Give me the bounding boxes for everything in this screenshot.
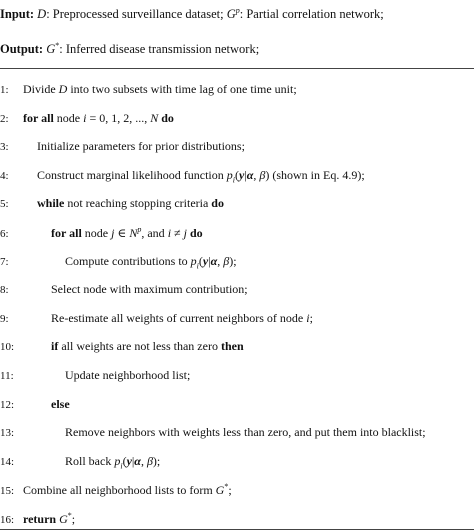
line-text: while not reaching stopping criteria do xyxy=(37,196,224,211)
line-text: else xyxy=(51,396,70,411)
algorithm-line xyxy=(0,282,470,297)
line-text: for all node j ∈ $N^p$, and i ≠ j do xyxy=(51,225,203,240)
algorithm-line xyxy=(0,397,470,412)
algorithm-line xyxy=(0,454,470,470)
line-text: Roll back $p_i(y|\alpha$, β); xyxy=(65,453,161,471)
line-text: Compute contributions to $p_i(y|\alpha$, β); xyxy=(65,253,237,270)
line-text: for all node i = 0, 1, 2, ..., N do xyxy=(23,110,174,125)
line-text: Remove neighbors with weights less than zero, and put them into blacklist; xyxy=(65,425,426,440)
output-text: G*: Inferred disease transmission network; xyxy=(46,41,260,57)
algorithm-line xyxy=(0,511,470,527)
line-number: 7: xyxy=(0,255,9,268)
algorithm-line xyxy=(0,482,470,498)
line-number: 10: xyxy=(0,341,15,354)
line-text: Divide D into two subsets with time lag of one time unit; xyxy=(23,82,297,96)
line-text: Update neighborhood list; xyxy=(65,368,191,382)
line-number: 12: xyxy=(0,398,15,411)
input-label: Input: xyxy=(0,7,35,22)
algorithm-line xyxy=(0,111,470,126)
algorithm-line xyxy=(0,254,470,270)
line-text: Select node with maximum contribution; xyxy=(51,282,248,297)
line-number: 9: xyxy=(0,312,9,325)
algorithm-line xyxy=(0,425,470,440)
output-label: Output: xyxy=(0,42,44,57)
algorithm-line xyxy=(0,168,470,184)
line-number: 3: xyxy=(0,141,9,154)
algorithm-line xyxy=(0,225,470,241)
line-number: 16: xyxy=(0,514,15,526)
line-number: 2: xyxy=(0,112,9,125)
line-number: 14: xyxy=(0,455,15,468)
line-number: 1: xyxy=(0,84,9,96)
line-number: 15: xyxy=(0,485,15,498)
algorithm-line xyxy=(0,196,470,211)
algorithm-line xyxy=(0,368,470,383)
algorithm-line xyxy=(0,139,470,154)
line-number: 8: xyxy=(0,284,9,297)
line-text: Construct marginal likelihood function $p_i(y|\alpha$, β) (shown in Eq. 4.9); xyxy=(37,167,365,185)
line-number: 4: xyxy=(0,169,9,182)
algorithm-output xyxy=(0,41,259,57)
algorithm-line xyxy=(0,339,470,354)
line-text: Re-estimate all weights of current neighbors of node i; xyxy=(51,310,313,325)
line-number: 5: xyxy=(0,198,9,211)
footer-divider xyxy=(0,529,474,530)
input-text: D: Preprocessed surveillance dataset; $G^p$: Partial correlation network; xyxy=(37,6,384,22)
line-number: 6: xyxy=(0,228,9,240)
line-text: Initialize parameters for prior distributions; xyxy=(37,139,245,154)
algorithm-line xyxy=(0,311,470,326)
line-text: return G*; xyxy=(23,511,76,526)
algorithm-line xyxy=(0,82,470,97)
line-number: 11: xyxy=(0,370,14,382)
algorithm-input xyxy=(0,6,384,22)
header-divider xyxy=(0,68,474,69)
line-text: if all weights are not less than zero then xyxy=(51,339,244,354)
line-number: 13: xyxy=(0,427,15,440)
line-text: Combine all neighborhood lists to form G*; xyxy=(23,482,232,498)
